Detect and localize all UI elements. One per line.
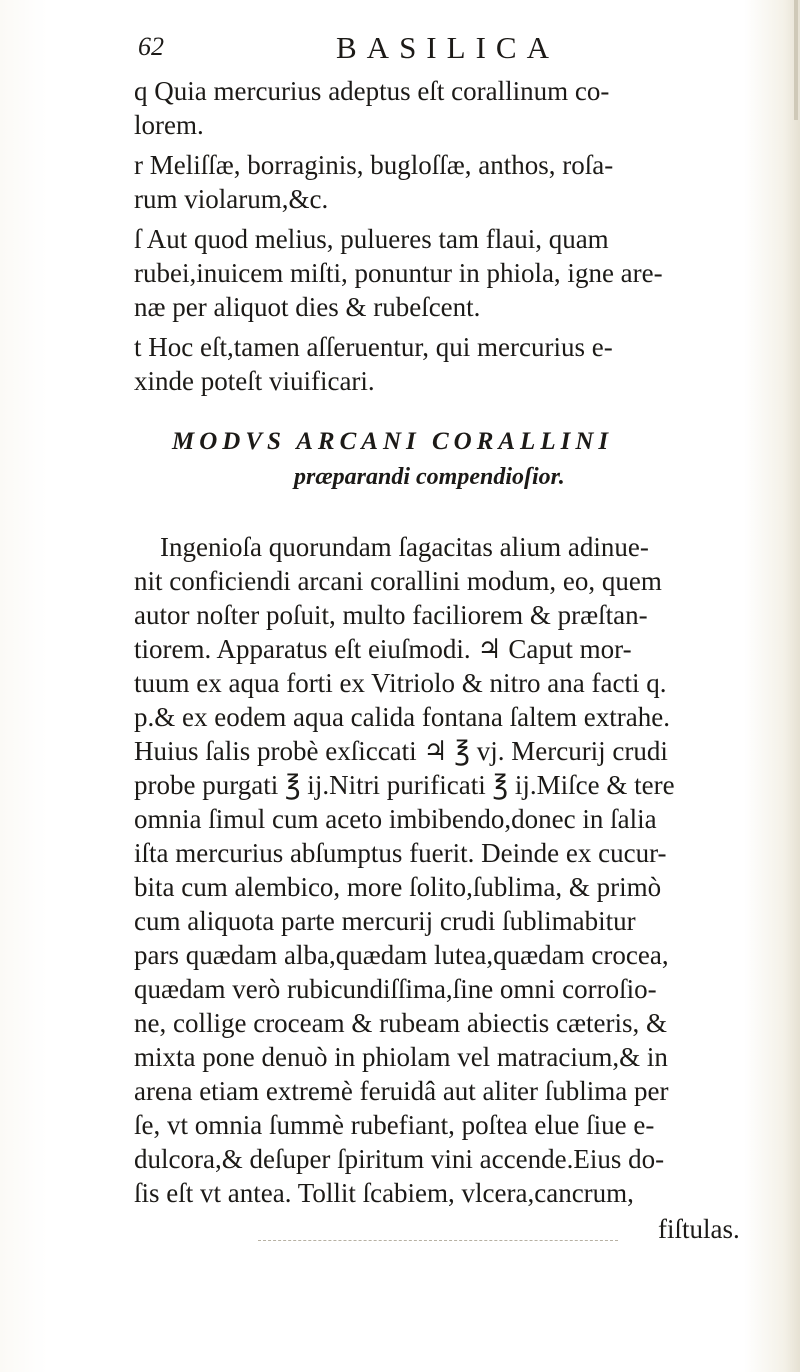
body-line: omnia ſimul cum aceto imbibendo,donec in ſalia bbox=[134, 804, 657, 834]
body-line: autor noſter poſuit, multo faciliorem & præſtan- bbox=[134, 600, 648, 630]
body-line: fiſtulas. bbox=[658, 1214, 740, 1244]
note-line: ſ Aut quod melius, pulueres tam flaui, quam bbox=[134, 224, 609, 254]
body-line: mixta pone denuò in phiolam vel matracium,& in bbox=[134, 1042, 668, 1072]
body-line: dulcora,& deſuper ſpiritum vini accende.Eius do- bbox=[134, 1144, 665, 1174]
page-edge bbox=[794, 0, 798, 120]
body-line: arena etiam extremè feruidâ aut aliter ſublima per bbox=[134, 1076, 669, 1106]
page-header bbox=[138, 30, 710, 70]
note-line: lorem. bbox=[134, 110, 204, 140]
body-line: probe purgati ℥ ij.Nitri purificati ℥ ij.Miſce & tere bbox=[134, 770, 675, 800]
note-line: t Hoc eſt,tamen aſſeruentur, qui mercurius e- bbox=[134, 332, 613, 362]
section-subheading: præparandi compendioſior. bbox=[294, 464, 565, 490]
note-line: xinde poteſt viuificari. bbox=[134, 366, 375, 396]
body-line: Huius ſalis probè exſiccati ♃ ℥ vj. Mercurij crudi bbox=[134, 736, 668, 766]
section-heading: MODVS ARCANI CORALLINI bbox=[172, 428, 614, 455]
body-line: ſe, vt omnia ſummè rubefiant, poſtea elue ſiue e- bbox=[134, 1110, 655, 1140]
body-line: nit conficiendi arcani corallini modum, eo, quem bbox=[134, 566, 662, 596]
note-line: næ per aliquot dies & rubeſcent. bbox=[134, 292, 481, 322]
note-line: r Meliſſæ, borraginis, bugloſſæ, anthos, roſa- bbox=[134, 150, 614, 180]
body-line: bita cum alembico, more ſolito,ſublima, & primò bbox=[134, 872, 662, 902]
body-line: tiorem. Apparatus eſt eiuſmodi. ♃ Caput mor- bbox=[134, 634, 632, 664]
body-line: tuum ex aqua forti ex Vitriolo & nitro ana facti q. bbox=[134, 668, 667, 698]
note-line: rubei,inuicem miſti, ponuntur in phiola, igne are- bbox=[134, 258, 663, 288]
body-line: iſta mercurius abſumptus fuerit. Deinde ex cucur- bbox=[134, 838, 667, 868]
note-line: rum violarum,&c. bbox=[134, 184, 329, 214]
body-line: ſis eſt vt antea. Tollit ſcabiem, vlcera,cancrum, bbox=[134, 1178, 634, 1208]
body-line: p.& ex eodem aqua calida fontana ſaltem extrahe. bbox=[134, 702, 671, 732]
page-number: 62 bbox=[138, 32, 164, 61]
body-line: pars quædam alba,quædam lutea,quædam crocea, bbox=[134, 940, 669, 970]
running-title: BASILICA bbox=[336, 30, 559, 65]
body-line: Ingenioſa quorundam ſagacitas alium adinue- bbox=[160, 532, 649, 562]
body-line: cum aliquota parte mercurij crudi ſublimabitur bbox=[134, 906, 636, 936]
note-line: q Quia mercurius adeptus eſt corallinum co- bbox=[134, 76, 610, 106]
print-show-through bbox=[258, 1240, 618, 1243]
body-line: ne, collige croceam & rubeam abiectis cæteris, & bbox=[134, 1008, 668, 1038]
body-line: quædam verò rubicundiſſima,ſine omni corroſio- bbox=[134, 974, 657, 1004]
